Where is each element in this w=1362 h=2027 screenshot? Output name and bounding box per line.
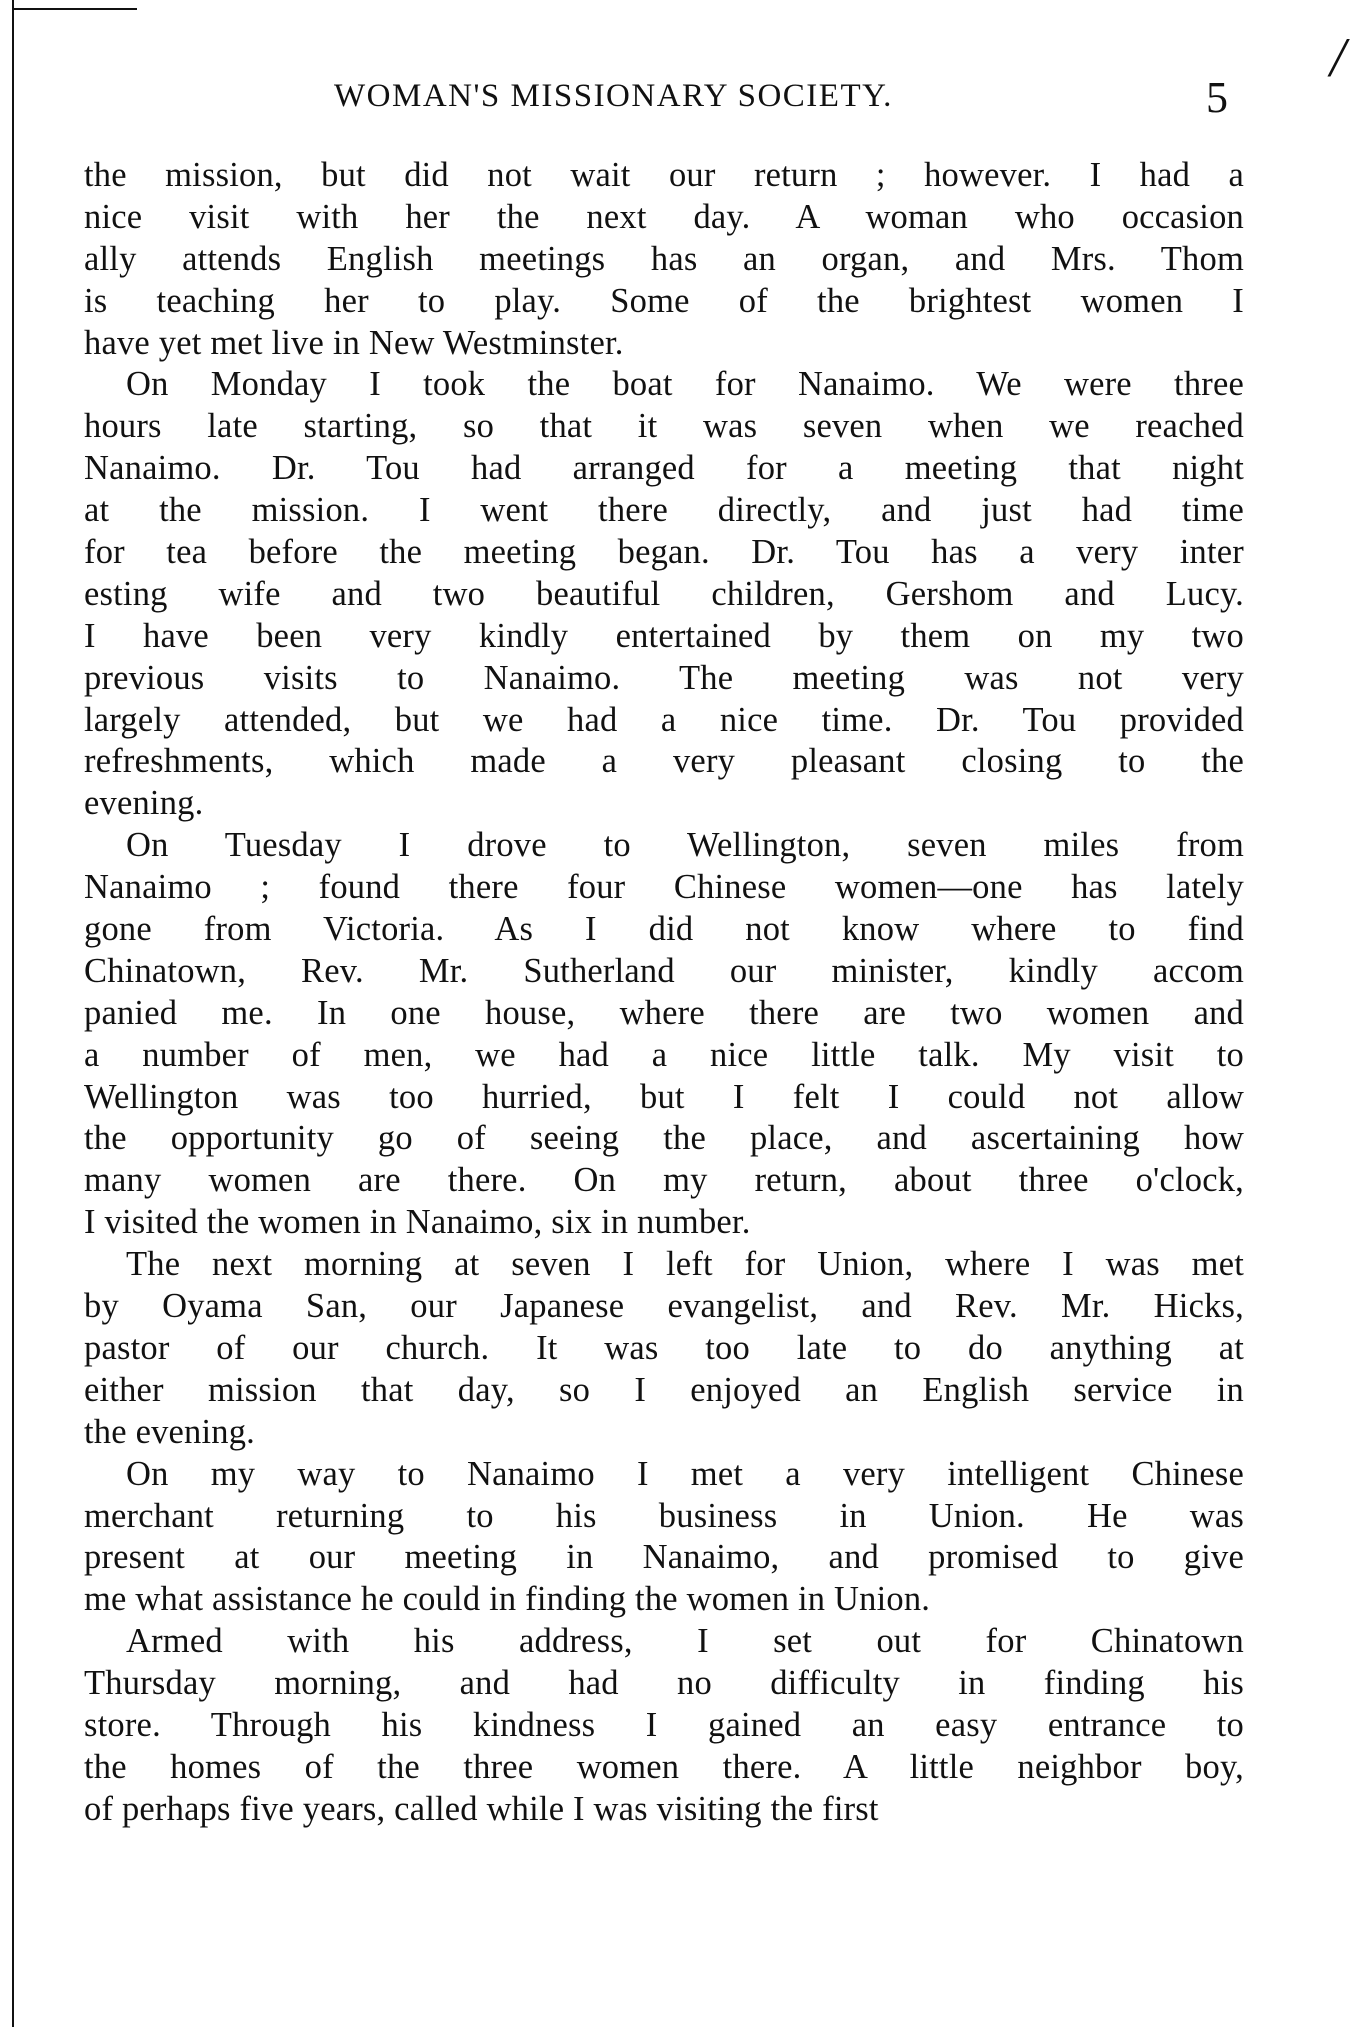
- scan-border-left: [12, 0, 14, 2027]
- text-line: hours late starting, so that it was seven when we reached: [84, 407, 1244, 446]
- running-title: WOMAN'S MISSIONARY SOCIETY.: [334, 78, 893, 114]
- text-line: is teaching her to play. Some of the brightest women I: [84, 281, 1244, 320]
- scan-border-top: [12, 8, 137, 10]
- text-line: On my way to Nanaimo I met a very intelligent Chinese: [126, 1454, 1244, 1493]
- paragraph: [84, 1454, 1244, 1622]
- text-line: either mission that day, so I enjoyed an English service in: [84, 1370, 1244, 1409]
- body-text: [84, 155, 1244, 1831]
- text-line: a number of men, we had a nice little talk. My visit to: [84, 1035, 1244, 1074]
- running-head: [84, 72, 1264, 122]
- text-line: Nanaimo. Dr. Tou had arranged for a meeting that night: [84, 449, 1244, 488]
- paragraph: [84, 155, 1244, 364]
- text-line: Chinatown, Rev. Mr. Sutherland our minister, kindly accom: [84, 951, 1244, 990]
- paragraph: [84, 364, 1244, 825]
- text-line: Armed with his address, I set out for Chinatown: [126, 1622, 1244, 1661]
- text-line: the mission, but did not wait our return ; however. I had a: [84, 156, 1244, 194]
- text-line: On Monday I took the boat for Nanaimo. We were three: [126, 365, 1244, 404]
- text-line: Wellington was too hurried, but I felt I could not allow: [84, 1077, 1244, 1116]
- text-line: the opportunity go of seeing the place, and ascertaining how: [84, 1119, 1244, 1158]
- text-line: I visited the women in Nanaimo, six in number.: [84, 1203, 751, 1242]
- text-line: On Tuesday I drove to Wellington, seven miles from: [126, 826, 1244, 865]
- text-line: for tea before the meeting began. Dr. Tou has a very inter: [84, 533, 1244, 572]
- text-line: the homes of the three women there. A little neighbor boy,: [84, 1747, 1244, 1786]
- text-line: largely attended, but we had a nice time. Dr. Tou provided: [84, 700, 1244, 739]
- text-line: Nanaimo ; found there four Chinese women—one has lately: [84, 868, 1244, 907]
- text-line: nice visit with her the next day. A woman who occasion: [84, 197, 1244, 236]
- text-line: present at our meeting in Nanaimo, and promised to give: [84, 1538, 1244, 1577]
- margin-mark: /: [1330, 27, 1346, 89]
- text-line: refreshments, which made a very pleasant closing to the: [84, 742, 1244, 781]
- paragraph: [84, 825, 1244, 1244]
- text-line: merchant returning to his business in Union. He was: [84, 1496, 1244, 1535]
- text-line: I have been very kindly entertained by them on my two: [84, 616, 1244, 655]
- text-line: The next morning at seven I left for Union, where I was met: [126, 1245, 1244, 1284]
- text-line: many women are there. On my return, about three o'clock,: [84, 1161, 1244, 1200]
- text-line: me what assistance he could in finding the women in Union.: [84, 1580, 931, 1619]
- text-line: pastor of our church. It was too late to do anything at: [84, 1328, 1244, 1367]
- paragraph: [84, 1621, 1244, 1830]
- text-line: evening.: [84, 784, 204, 823]
- text-line: have yet met live in New Westminster.: [84, 323, 624, 362]
- text-line: the evening.: [84, 1412, 256, 1451]
- text-line: gone from Victoria. As I did not know where to find: [84, 910, 1244, 949]
- text-line: of perhaps five years, called while I was visiting the first: [84, 1789, 879, 1828]
- text-line: ally attends English meetings has an organ, and Mrs. Thom: [84, 239, 1244, 278]
- paragraph: [84, 1244, 1244, 1453]
- text-line: previous visits to Nanaimo. The meeting was not very: [84, 658, 1244, 697]
- text-line: panied me. In one house, where there are two women and: [84, 993, 1244, 1032]
- text-line: Thursday morning, and had no difficulty in finding his: [84, 1664, 1244, 1703]
- text-line: store. Through his kindness I gained an easy entrance to: [84, 1705, 1244, 1744]
- text-line: at the mission. I went there directly, and just had time: [84, 491, 1244, 530]
- text-line: esting wife and two beautiful children, Gershom and Lucy.: [84, 574, 1244, 613]
- text-line: by Oyama San, our Japanese evangelist, and Rev. Mr. Hicks,: [84, 1287, 1244, 1326]
- page-number: 5: [1206, 73, 1228, 122]
